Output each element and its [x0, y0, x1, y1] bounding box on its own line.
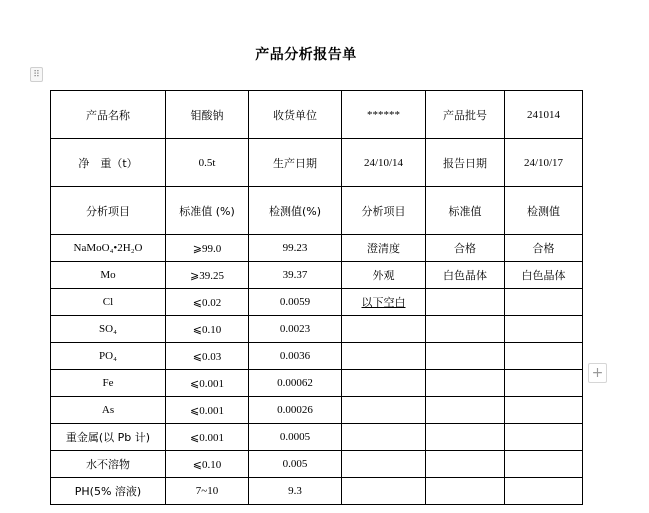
label-production-date: 生产日期 — [249, 139, 342, 187]
table-cell: 0.0005 — [249, 424, 342, 451]
table-row — [51, 289, 583, 316]
table-cell: 7~10 — [166, 478, 249, 505]
label-net-weight: 净 重（t） — [51, 139, 166, 187]
table-row — [51, 370, 583, 397]
table-cell — [426, 289, 505, 316]
table-row — [51, 478, 583, 505]
table-cell — [426, 397, 505, 424]
table-cell: 重金属(以 Pb 计) — [51, 424, 166, 451]
table-cell: ⩽0.03 — [166, 343, 249, 370]
col-measured-value: 检测值(%) — [249, 187, 342, 235]
table-cell: 0.0023 — [249, 316, 342, 343]
table-cell: PH(5% 溶液) — [51, 478, 166, 505]
drag-handle-icon[interactable]: ⠿ — [30, 67, 43, 82]
table-row — [51, 316, 583, 343]
table-cell: 合格 — [426, 235, 505, 262]
table-cell — [342, 478, 426, 505]
table-cell: 水不溶物 — [51, 451, 166, 478]
table-cell — [505, 397, 583, 424]
label-receiver: 收货单位 — [249, 91, 342, 139]
table-cell — [505, 478, 583, 505]
analysis-report-table — [50, 90, 583, 505]
table-cell — [426, 424, 505, 451]
table-cell: 白色晶体 — [505, 262, 583, 289]
table-cell: ⩽0.10 — [166, 316, 249, 343]
table-cell: 澄清度 — [342, 235, 426, 262]
value-batch-number: 241014 — [505, 91, 583, 139]
table-cell — [505, 343, 583, 370]
table-cell: 99.23 — [249, 235, 342, 262]
value-production-date: 24/10/14 — [342, 139, 426, 187]
table-cell: 0.00026 — [249, 397, 342, 424]
table-cell — [342, 424, 426, 451]
table-cell: 9.3 — [249, 478, 342, 505]
table-cell: Mo — [51, 262, 166, 289]
table-cell: ⩾99.0 — [166, 235, 249, 262]
table-cell: ⩽0.001 — [166, 370, 249, 397]
table-cell: NaMoO₄•2H₂O — [51, 235, 166, 262]
col-analysis-item-2: 分析项目 — [342, 187, 426, 235]
table-cell — [426, 370, 505, 397]
table-cell: Fe — [51, 370, 166, 397]
table-cell: 白色晶体 — [426, 262, 505, 289]
value-report-date: 24/10/17 — [505, 139, 583, 187]
table-cell — [342, 451, 426, 478]
header-row — [51, 139, 583, 187]
column-header-row — [51, 187, 583, 235]
table-row — [51, 343, 583, 370]
table-cell — [342, 316, 426, 343]
value-product-name: 钼酸钠 — [166, 91, 249, 139]
table-cell: 0.0036 — [249, 343, 342, 370]
table-cell: ⩽0.001 — [166, 424, 249, 451]
table-cell — [342, 343, 426, 370]
report-title: 产品分析报告单 — [255, 47, 357, 63]
col-standard-value: 标准值 (%) — [166, 187, 249, 235]
table-cell: 合格 — [505, 235, 583, 262]
table-cell: PO₄ — [51, 343, 166, 370]
table-cell — [505, 451, 583, 478]
add-row-button[interactable]: + — [588, 363, 607, 383]
table-cell — [342, 370, 426, 397]
table-cell — [505, 424, 583, 451]
table-cell: ⩽0.10 — [166, 451, 249, 478]
table-cell: ⩽0.001 — [166, 397, 249, 424]
table-cell: As — [51, 397, 166, 424]
table-row — [51, 235, 583, 262]
table-cell: 39.37 — [249, 262, 342, 289]
table-cell: Cl — [51, 289, 166, 316]
label-product-name: 产品名称 — [51, 91, 166, 139]
value-receiver: ****** — [342, 91, 426, 139]
table-cell — [426, 343, 505, 370]
table-cell — [426, 451, 505, 478]
table-row — [51, 424, 583, 451]
label-report-date: 报告日期 — [426, 139, 505, 187]
col-measured-value-2: 检测值 — [505, 187, 583, 235]
table-cell — [426, 478, 505, 505]
table-cell: 外观 — [342, 262, 426, 289]
table-cell: ⩽0.02 — [166, 289, 249, 316]
value-net-weight: 0.5t — [166, 139, 249, 187]
table-cell — [505, 370, 583, 397]
col-standard-value-2: 标准值 — [426, 187, 505, 235]
table-row — [51, 397, 583, 424]
table-cell — [505, 316, 583, 343]
header-row — [51, 91, 583, 139]
table-cell: 0.0059 — [249, 289, 342, 316]
table-row — [51, 451, 583, 478]
table-cell: ⩾39.25 — [166, 262, 249, 289]
table-cell: 0.005 — [249, 451, 342, 478]
col-analysis-item: 分析项目 — [51, 187, 166, 235]
table-cell: 0.00062 — [249, 370, 342, 397]
table-row — [51, 262, 583, 289]
table-cell — [426, 316, 505, 343]
label-batch-number: 产品批号 — [426, 91, 505, 139]
table-cell: SO₄ — [51, 316, 166, 343]
table-cell — [342, 397, 426, 424]
table-cell — [505, 289, 583, 316]
table-cell: 以下空白 — [342, 289, 426, 316]
